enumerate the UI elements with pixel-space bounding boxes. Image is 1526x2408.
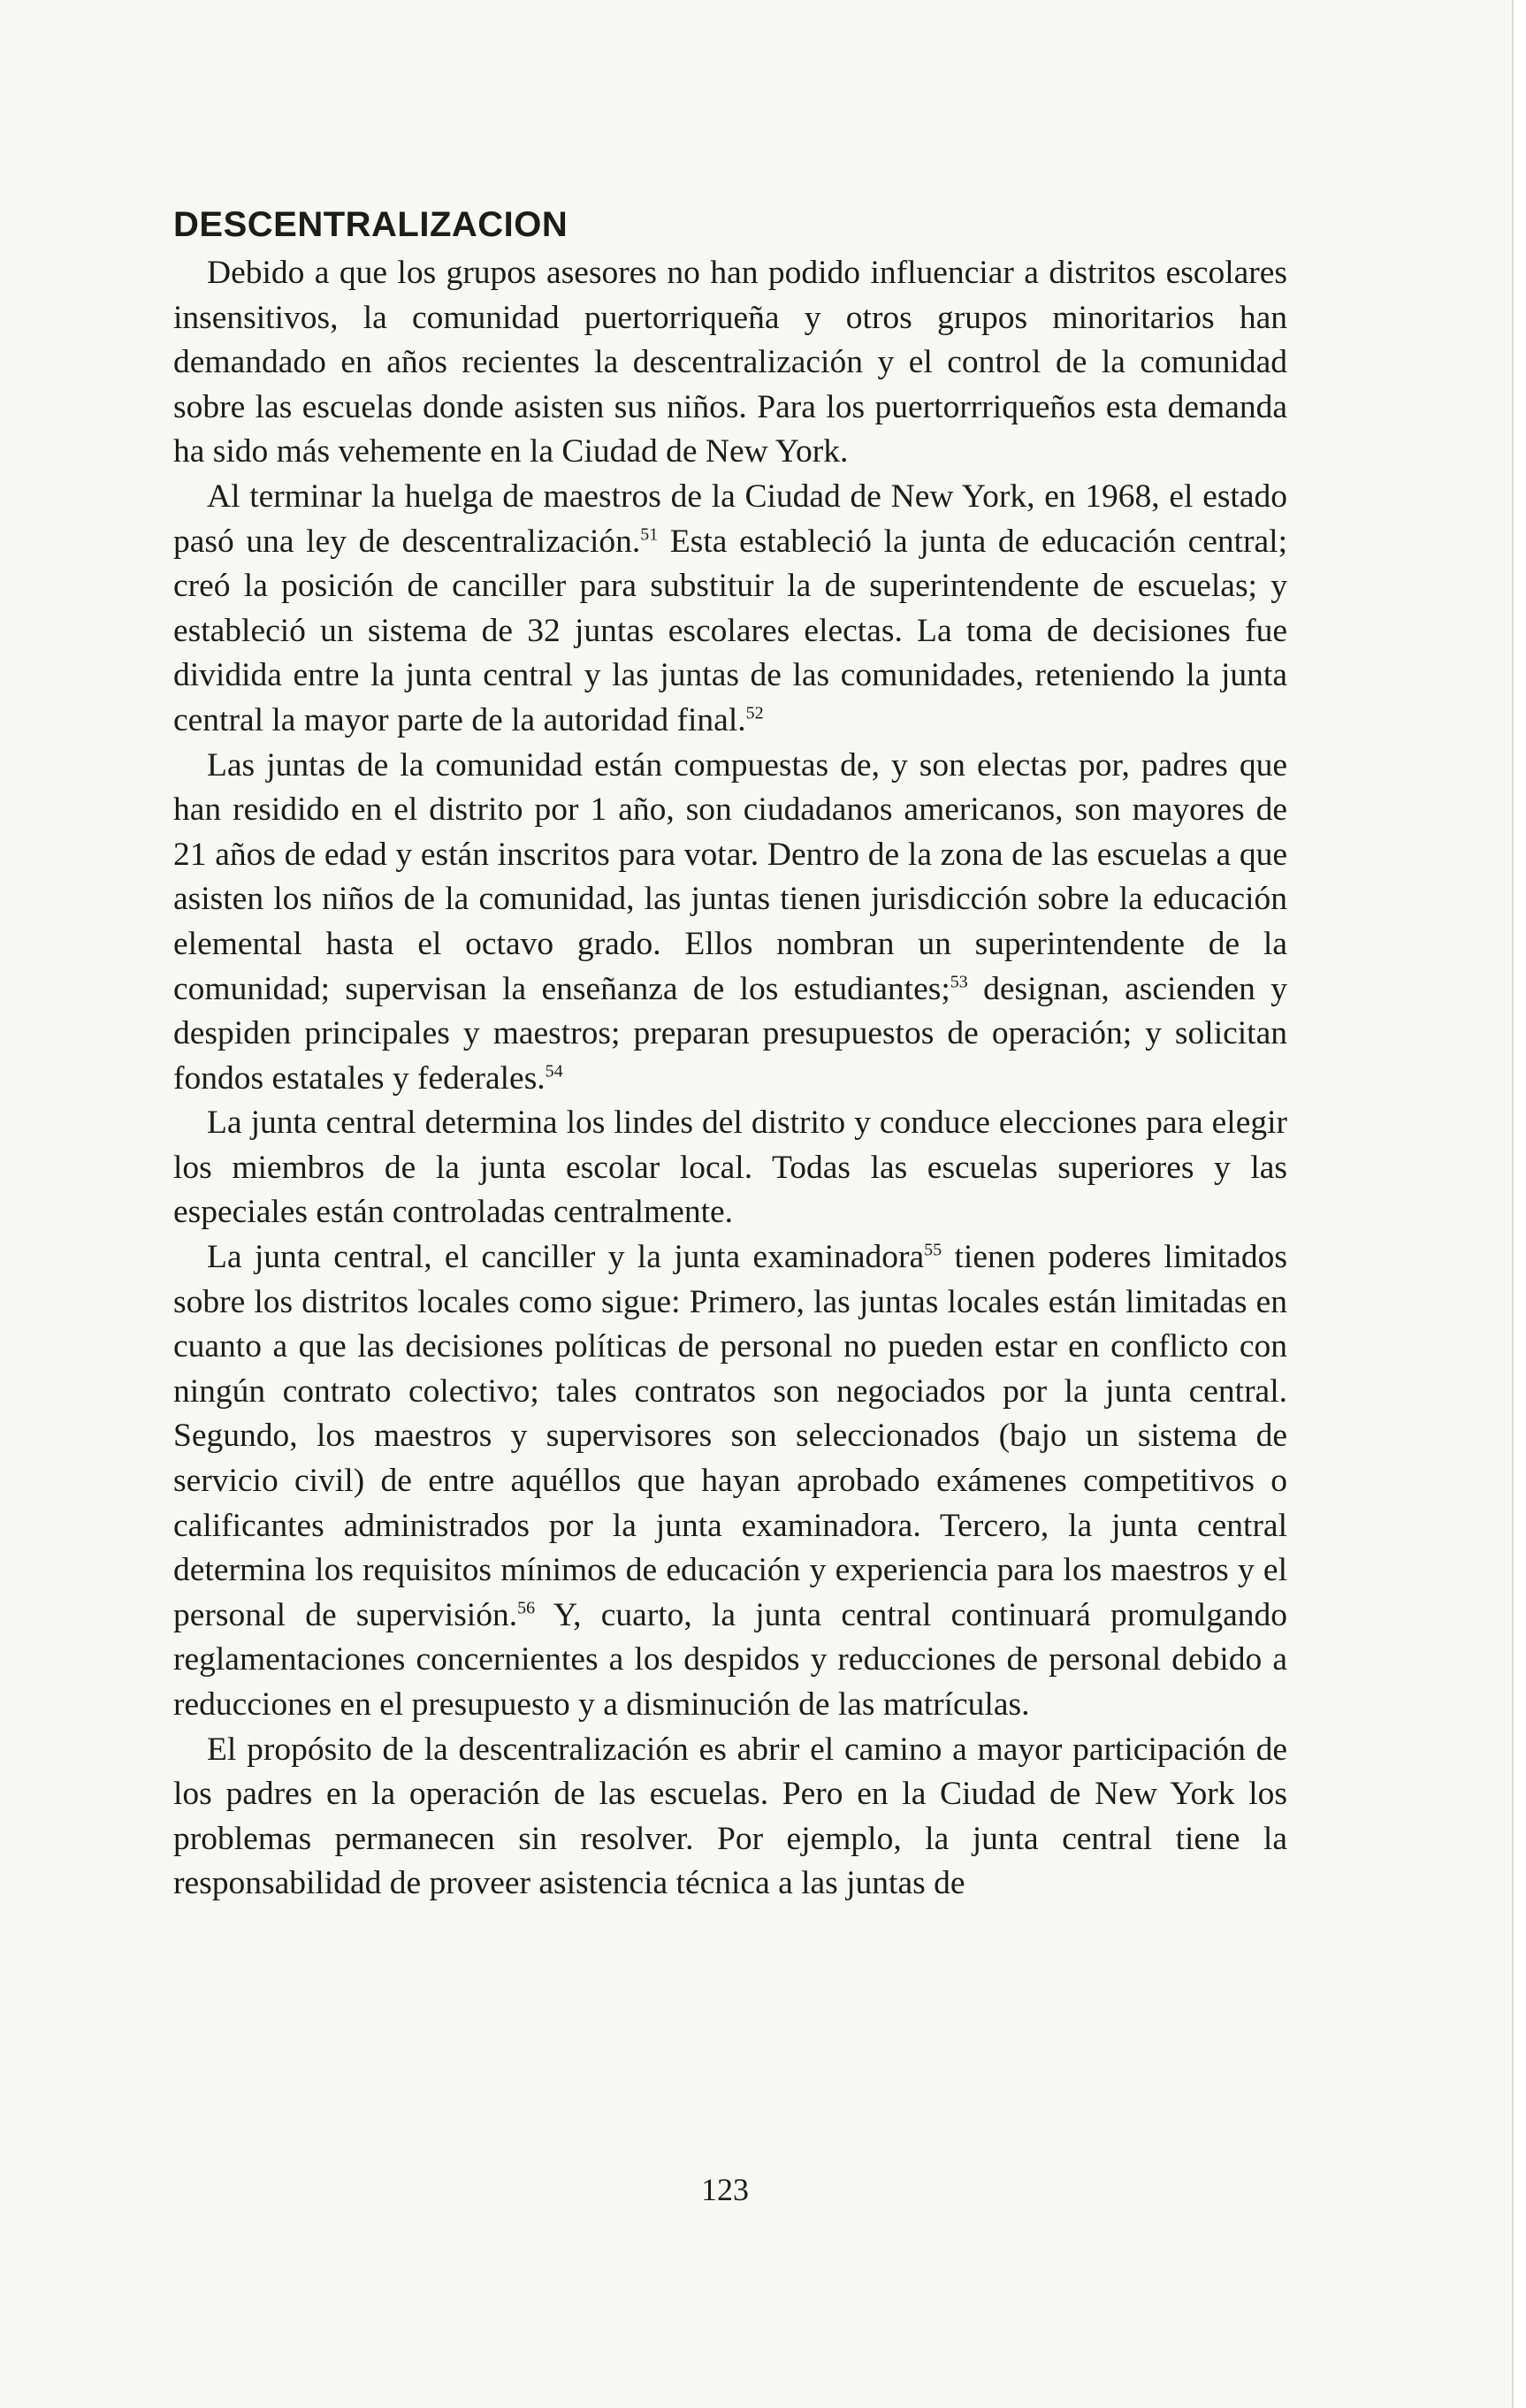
paragraph-text: Debido a que los grupos asesores no han podido influenciar a distritos escolares insensitivos, la comunidad puertorriqueña y otros grupos minoritarios han demandado en años recientes la descentralización y el control de la comunidad sobre las escuelas donde asisten sus niños. Para los puertorrriqueños esta demanda ha sido más vehemente en la Ciudad de New York.	[173, 255, 1287, 470]
paragraph	[173, 1728, 1287, 1907]
paragraph	[173, 1235, 1287, 1728]
paragraph-text: designan, ascienden y despiden principales y maestros; preparan presupuestos de operación; y solicitan fondos estatales y federales.	[173, 970, 1288, 1097]
footnote-ref: 51	[640, 524, 659, 545]
footnote-ref: 53	[950, 972, 968, 991]
footnote-ref: 54	[545, 1061, 563, 1082]
section-heading: DESCENTRALIZACION	[173, 205, 568, 244]
paragraph-text: El propósito de la descentralización es abrir el camino a mayor participación de los padres en la operación de las escuelas. Pero en la Ciudad de New York los problemas permanecen sin resolver. Por ejemplo, la junta central tiene la responsabilidad de proveer asistencia técnica a las juntas de	[173, 1731, 1287, 1902]
footnote-ref: 52	[745, 703, 764, 723]
paragraph-text: La junta central, el canciller y la junta examinadora	[207, 1239, 925, 1276]
paragraph	[173, 251, 1287, 475]
page-edge	[1514, 0, 1526, 2408]
paragraph-text: Las juntas de la comunidad están compuestas de, y son electas por, padres que han residido en el distrito por 1 año, son ciudadanos americanos, son mayores de 21 años de edad y están inscritos para votar. Dentro de la zona de las escuelas a que asisten los niños de la comunidad, las juntas tienen jurisdicción sobre la educación elemental hasta el octavo grado. Ellos nombran un superintendente de la comunidad; supervisan la enseñanza de los estudiantes;	[173, 746, 1287, 1007]
paragraph-text: Al terminar la huelga de maestros de la Ciudad de New York, en 1968, el estado pasó una ley de descentralización.	[173, 478, 1287, 560]
paragraph-text: Esta estableció la junta de educación central; creó la posición de canciller para substituir la de superintendente de escuelas; y estableció un sistema de 32 juntas escolares electas. La toma de decisiones fue dividida entre la junta central y las juntas de las comunidades, reteniendo la junta central la mayor parte de la autoridad final.	[173, 523, 1287, 738]
paragraph-text: Y, cuarto, la junta central continuará promulgando reglamentaciones concernientes a los despidos y reducciones de personal debido a reducciones en el presupuesto y a disminución de las matrículas.	[173, 1596, 1287, 1723]
document-body	[173, 205, 1287, 1907]
paragraph-text: tienen poderes limitados sobre los distritos locales como sigue: Primero, las juntas locales están limitadas en cuanto a que las decisiones políticas de personal no pueden estar en conflicto con ningún contrato colectivo; tales contratos son negociados por la junta central. Segundo, los maestros y supervisores son seleccionados (bajo un sistema de servicio civil) de entre aquéllos que hayan aprobado exámenes competitivos o calificantes administrados por la junta examinadora. Tercero, la junta central determina los requisitos mínimos de educación y experiencia para los maestros y el personal de supervisión.	[173, 1239, 1288, 1633]
paragraph-text: La junta central determina los lindes del distrito y conduce elecciones para elegir los miembros de la junta escolar local. Todas las escuelas superiores y las especiales están controladas centralmente.	[173, 1105, 1287, 1231]
footnote-ref: 55	[924, 1240, 942, 1260]
footnote-ref: 56	[517, 1598, 536, 1618]
paragraph	[173, 1101, 1287, 1235]
paragraph	[173, 744, 1287, 1102]
paragraph	[173, 475, 1287, 744]
page-number: 123	[701, 2172, 749, 2207]
